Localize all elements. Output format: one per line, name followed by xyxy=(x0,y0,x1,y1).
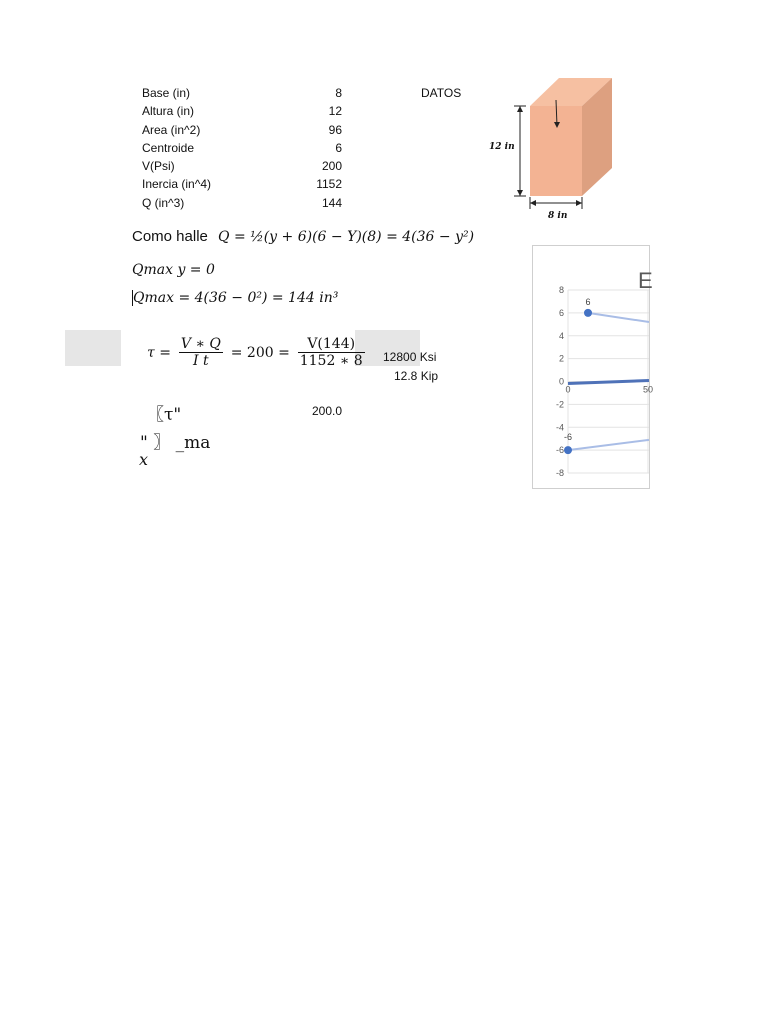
y-tick-label: -8 xyxy=(555,468,564,478)
data-label-top: 6 xyxy=(585,296,591,307)
y-tick-label: 8 xyxy=(558,285,564,295)
row-label: Altura (in) xyxy=(142,104,195,119)
chart-svg xyxy=(533,246,654,488)
height-label: 12 in xyxy=(489,142,515,152)
table-row xyxy=(142,86,352,104)
table-row xyxy=(142,159,352,177)
table-row xyxy=(142,123,352,141)
data-point-top xyxy=(584,309,592,317)
table-row xyxy=(142,177,352,195)
tau-den-1: I t xyxy=(193,353,209,369)
y-tick-label: 6 xyxy=(558,307,564,318)
table-row xyxy=(142,196,352,214)
result-kip: 12.8 Kip xyxy=(394,369,439,383)
row-label: Centroide xyxy=(142,140,195,155)
row-value: 8 xyxy=(335,86,342,100)
row-label: Base (in) xyxy=(142,86,191,100)
row-value: 6 xyxy=(335,140,342,155)
table-row xyxy=(142,141,352,159)
row-label: Inercia (in^4) xyxy=(142,177,211,192)
tau-num-1: V ∗ Q xyxy=(180,336,221,352)
y-tick-label: -2 xyxy=(555,399,564,410)
row-value: 96 xyxy=(328,122,342,137)
tau-max-value: 200.0 xyxy=(311,404,342,418)
broken-tau-line-3: x xyxy=(139,450,149,469)
y-tick-label: 2 xyxy=(558,353,564,364)
table-row xyxy=(142,104,352,122)
row-label: Q (in^3) xyxy=(142,195,185,210)
tau-equation xyxy=(147,336,365,369)
data-label-bottom: -6 xyxy=(563,432,573,443)
data-point-bottom xyxy=(564,446,572,454)
gray-cell-left xyxy=(65,330,121,366)
base-label: 8 in xyxy=(548,211,568,221)
y-tick-label: -6 xyxy=(555,445,564,456)
row-value: 12 xyxy=(328,104,342,119)
tau-fraction-2 xyxy=(298,336,365,369)
block-front-face xyxy=(530,106,582,196)
qmax-value-equation: Qmax = 4(36 − 0²) = 144 in³ xyxy=(133,290,339,306)
datos-label: DATOS xyxy=(421,86,462,100)
series-line-zero xyxy=(568,381,649,384)
como-halle-line xyxy=(132,228,474,245)
row-value: 200 xyxy=(321,159,342,174)
x-tick-label: 0 xyxy=(565,384,571,395)
beam-section-figure xyxy=(484,76,624,226)
row-value: 144 xyxy=(321,195,342,210)
q-formula: Q = ½(y + 6)(6 − Y)(8) = 4(36 − y²) xyxy=(218,229,475,245)
row-label: Area (in^2) xyxy=(142,122,201,137)
y-tick-label: 0 xyxy=(558,376,564,387)
tau-lhs: τ = xyxy=(147,344,171,361)
series-line-top xyxy=(588,313,649,322)
tau-mid: = 200 = xyxy=(230,344,290,361)
como-halle-text: Como halle xyxy=(132,228,208,245)
broken-tau-line-1: 〖τ" xyxy=(147,405,182,425)
chart-container[interactable] xyxy=(532,245,654,489)
tau-den-2: 1152 ∗ 8 xyxy=(299,353,363,369)
qmax-y-equation: Qmax y = 0 xyxy=(132,262,215,278)
y-tick-label: -4 xyxy=(555,422,564,433)
data-table xyxy=(142,86,352,214)
chart-title: E xyxy=(638,268,653,293)
row-value: 1152 xyxy=(316,177,342,192)
tau-fraction-1 xyxy=(179,336,223,369)
row-label: V(Psi) xyxy=(142,159,175,174)
result-ksi: 12800 Ksi xyxy=(383,350,437,364)
broken-tau-line-2: " 〗 _ma xyxy=(140,433,211,453)
x-tick-label: 50 xyxy=(642,384,654,395)
y-tick-label: 4 xyxy=(558,330,564,341)
tau-num-2: V(144) xyxy=(298,336,365,353)
series-line-bottom xyxy=(568,440,649,450)
